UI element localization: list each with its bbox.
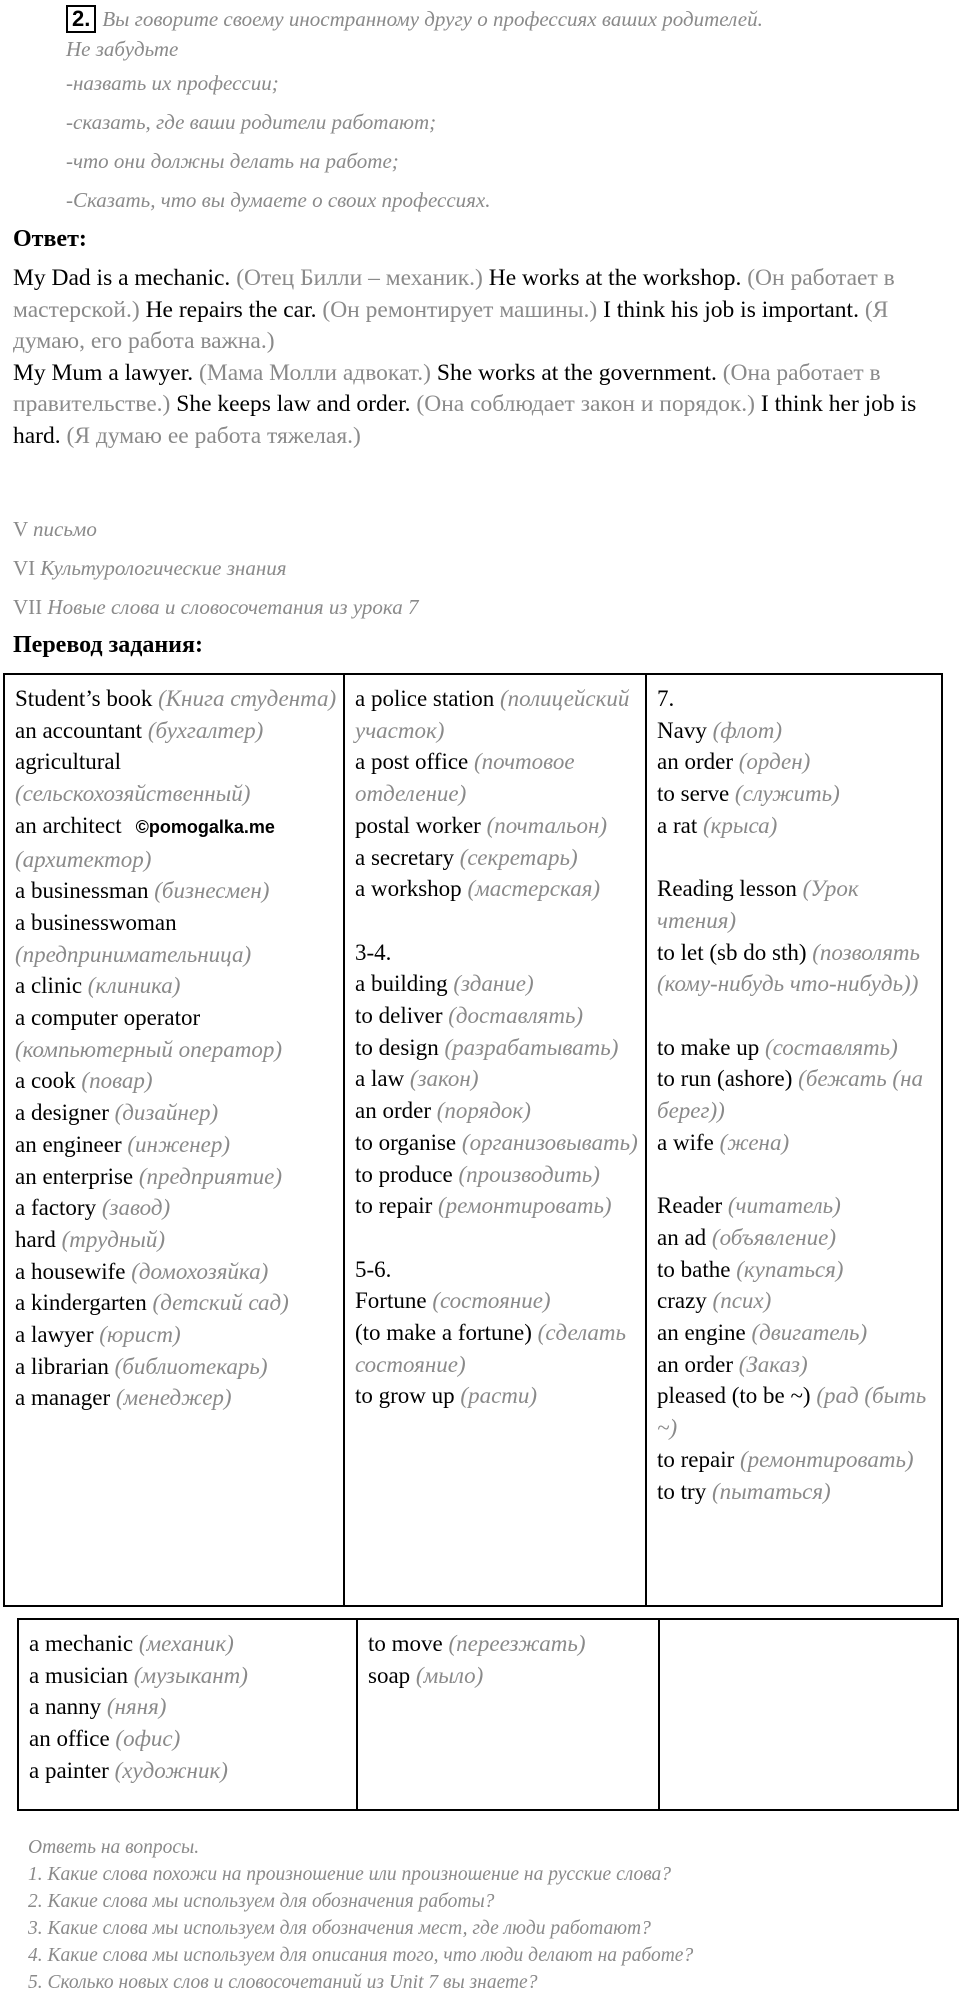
vocab-entry: [29, 1628, 356, 1660]
vocab-translation: (инженер): [127, 1131, 231, 1157]
vocab-column-1: [5, 675, 345, 1605]
section-title: Новые слова и словосочетания из урока 7: [47, 595, 419, 619]
vocab-english: a secretary: [355, 844, 454, 870]
vocab-translation: (доставлять): [448, 1003, 584, 1029]
vocab-translation: (мыло): [415, 1662, 484, 1688]
answer-en: He works at the workshop.: [488, 265, 742, 291]
vocab-column-3: [647, 675, 941, 1605]
vocab-entry: [355, 1063, 645, 1095]
vocab-entry: [657, 1380, 941, 1443]
vocab-english: a post office: [355, 749, 469, 775]
vocab-translation: (пытаться): [711, 1478, 831, 1504]
vocab-entry: [657, 715, 941, 747]
vocab-translation: (сельскохозяйственный): [15, 781, 251, 807]
vocab-translation: (орден): [738, 749, 811, 775]
vocab-translation: (Урок чтения): [657, 876, 859, 933]
vocab-entry: [657, 1190, 941, 1222]
vocab-english: hard: [15, 1226, 56, 1252]
vocab-spacer: [657, 842, 941, 874]
vocab-spacer: [657, 1159, 941, 1191]
vocab-translation: (почтальон): [486, 812, 608, 838]
vocab-english: a building: [355, 971, 448, 997]
vocab-english: Fortune: [355, 1288, 427, 1314]
answer-en: My Dad is a mechanic.: [13, 265, 231, 291]
vocab-translation: (крыса): [702, 812, 778, 838]
task-number: 2.: [66, 5, 96, 33]
vocab-english: an accountant: [15, 717, 143, 743]
vocab-spacer: [355, 1222, 645, 1254]
section-number: VI: [13, 556, 36, 580]
vocab-entry: [355, 1159, 645, 1191]
vocab-translation: (музыкант): [133, 1662, 248, 1688]
vocab-english: to repair: [355, 1193, 433, 1219]
vocab-entry: [657, 746, 941, 778]
vocab-translation: (переезжать): [448, 1631, 586, 1656]
vocab-entry: [657, 1476, 941, 1508]
vocabulary-table-1: [3, 673, 943, 1607]
vocab-english: soap: [368, 1662, 411, 1688]
vocab-english: agricultural: [15, 749, 122, 775]
vocab-translation: (повар): [81, 1068, 153, 1094]
answer-heading: Ответ:: [13, 226, 87, 252]
questions-title: Ответь на вопросы.: [28, 1837, 200, 1858]
vocab-translation: (менеджер): [115, 1385, 232, 1411]
vocab-english: to bathe: [657, 1256, 731, 1282]
vocab-english: a cook: [15, 1068, 76, 1094]
vocab-entry: [15, 715, 343, 747]
vocab-english: Navy: [657, 717, 707, 743]
vocab-entry: [15, 1351, 343, 1383]
answer-ru: (Мама Молли адвокат.): [199, 359, 431, 386]
vocab-entry: [29, 1755, 356, 1787]
vocab-entry: [657, 1063, 941, 1126]
vocab-translation: (компьютерный оператор): [15, 1036, 283, 1062]
vocab-english: a kindergarten: [15, 1290, 147, 1316]
vocab-entry: [355, 1380, 645, 1412]
answer-ru: (Я думаю ее работа тяжелая.): [66, 422, 361, 449]
answer-en: She keeps law and order.: [176, 391, 411, 417]
vocab-english: to design: [355, 1034, 439, 1060]
vocab-translation: (сделать состояние): [355, 1320, 626, 1377]
question-item: 5. Сколько новых слов и словосочетаний из Unit 7 вы знаете?: [28, 1972, 538, 1993]
vocab-english: an engineer: [15, 1131, 122, 1157]
vocab-entry: [355, 810, 645, 842]
vocab-translation: (домохозяйка): [131, 1258, 269, 1284]
vocab-entry: [355, 746, 645, 809]
question-item: 4. Какие слова мы используем для описания того, что люди делают на работе?: [28, 1945, 694, 1966]
vocab-translation: (юрист): [99, 1322, 181, 1348]
vocab-entry: [355, 1127, 645, 1159]
vocab-translation: (полицейский участок): [355, 686, 630, 743]
vocab-entry: [355, 873, 645, 905]
vocab-translation: (двигатель): [751, 1320, 868, 1346]
vocab-translation: (флот): [712, 717, 783, 743]
vocab-entry: [355, 842, 645, 874]
task-point: -что они должны делать на работе;: [66, 149, 399, 173]
vocab-entry: [15, 810, 343, 875]
vocab-entry: [15, 970, 343, 1002]
vocab-english: to run (ashore): [657, 1066, 793, 1092]
vocab-english: a musician: [29, 1662, 128, 1688]
vocab-translation: (ремонтировать): [740, 1446, 914, 1472]
task-point: -Сказать, что вы думаете о своих профессиях.: [66, 188, 491, 212]
vocab-english: to move: [368, 1631, 443, 1656]
questions-block: [28, 1834, 693, 1996]
vocab-translation: (состояние): [432, 1288, 551, 1314]
vocab-entry: [355, 683, 645, 746]
vocab-entry: [15, 1065, 343, 1097]
vocab-english: a housewife: [15, 1258, 126, 1284]
vocab-entry: [657, 873, 941, 936]
vocab-entry: [355, 1285, 645, 1317]
vocab-english: a computer operator: [15, 1005, 201, 1031]
task-block: [66, 4, 926, 220]
vocab-entry: [15, 746, 343, 809]
vocab-english: to produce: [355, 1161, 453, 1187]
question-item: 1. Какие слова похожи на произношение или произношение на русские слова?: [28, 1864, 672, 1885]
vocab-translation: (няня): [106, 1694, 167, 1720]
vocab-entry: [15, 1224, 343, 1256]
vocab-english: an office: [29, 1726, 110, 1752]
vocab-english: an ad: [657, 1224, 707, 1250]
vocab-translation: (Книга студента): [158, 686, 337, 711]
vocab-entry: [657, 1254, 941, 1286]
vocabulary-table-2: [17, 1618, 959, 1811]
vocab-entry: [657, 778, 941, 810]
watermark: ©pomogalka.me: [135, 816, 275, 837]
vocab-translation: (расти): [460, 1383, 538, 1409]
vocab-english: a nanny: [29, 1694, 102, 1720]
vocab-english: a clinic: [15, 973, 83, 999]
vocab-english: a painter: [29, 1757, 109, 1783]
answer-ru: (Я думаю, его работа важна.): [13, 296, 889, 354]
vocab-column-1: [19, 1620, 358, 1809]
vocab-translation: (читатель): [727, 1193, 841, 1219]
question-item: 3. Какие слова мы используем для обозначения мест, где люди работают?: [28, 1918, 651, 1939]
answer-en: I think his job is important.: [603, 296, 859, 323]
vocab-entry: [15, 1256, 343, 1288]
vocab-entry: [15, 683, 343, 715]
vocab-entry: [15, 1319, 343, 1351]
vocab-english: Reading lesson: [657, 876, 797, 902]
vocab-english: a mechanic: [29, 1631, 134, 1656]
vocab-entry: [355, 1190, 645, 1222]
vocab-translation: (офис): [115, 1726, 181, 1752]
vocab-translation: (здание): [453, 971, 534, 997]
vocab-english: 7.: [657, 686, 675, 711]
vocab-english: a manager: [15, 1385, 111, 1411]
vocab-entry: [657, 937, 941, 1000]
vocab-translation: (рад (быть ~): [657, 1383, 927, 1441]
vocab-english: a librarian: [15, 1353, 109, 1379]
answer-text: [13, 263, 938, 452]
vocab-translation: (секретарь): [459, 844, 578, 870]
vocab-translation: (жена): [719, 1129, 790, 1155]
vocab-english: an order: [355, 1098, 431, 1124]
vocab-english: (to make a fortune): [355, 1320, 532, 1346]
vocab-english: to let (sb do sth): [657, 939, 807, 965]
vocab-english: 3-4.: [355, 939, 392, 965]
vocab-english: a factory: [15, 1195, 97, 1221]
vocab-english: pleased (to be ~): [657, 1383, 811, 1409]
vocab-english: to repair: [657, 1446, 735, 1472]
vocab-english: a lawyer: [15, 1322, 94, 1348]
vocab-translation: (разрабатывать): [444, 1034, 619, 1060]
vocab-entry: [355, 1254, 645, 1286]
vocab-translation: (служить): [734, 781, 840, 807]
vocab-translation: (позволять (кому-нибудь что-нибудь)): [657, 939, 920, 997]
vocab-english: postal worker: [355, 812, 481, 838]
vocab-spacer: [355, 905, 645, 937]
vocab-column-2: [345, 675, 647, 1605]
vocab-entry: [355, 1317, 645, 1380]
vocab-entry: [657, 1317, 941, 1349]
vocab-translation: (художник): [114, 1757, 228, 1783]
vocab-english: a workshop: [355, 876, 462, 902]
vocab-english: crazy: [657, 1288, 707, 1314]
answer-paragraph-mum: [13, 358, 938, 453]
vocab-english: an order: [657, 749, 733, 775]
vocab-translation: (ремонтировать): [438, 1193, 612, 1219]
task-intro: Вы говорите своему иностранному другу о профессиях ваших родителей.: [102, 7, 763, 31]
vocab-column-2: [358, 1620, 660, 1809]
section-item: [13, 510, 418, 549]
vocab-entry: [368, 1660, 658, 1692]
vocab-translation: (мастерская): [467, 876, 601, 902]
answer-en: He repairs the car.: [145, 296, 317, 323]
vocab-entry: [29, 1691, 356, 1723]
vocab-translation: (дизайнер): [114, 1100, 219, 1126]
vocab-translation: (предпринимательница): [15, 941, 252, 967]
vocab-translation: (архитектор): [15, 846, 152, 872]
vocab-entry: [355, 1095, 645, 1127]
task-intro-2: Не забудьте: [66, 37, 179, 61]
vocab-entry: [15, 1161, 343, 1193]
vocab-entry: [15, 1382, 343, 1414]
vocab-entry: [15, 907, 343, 970]
vocab-entry: [15, 1129, 343, 1161]
vocab-translation: (почтовое отделение): [355, 749, 575, 807]
section-item: [13, 549, 418, 588]
vocab-column-3: [660, 1620, 957, 1809]
vocab-english: to serve: [657, 781, 730, 807]
vocab-entry: [657, 810, 941, 842]
vocab-english: an order: [657, 1351, 733, 1377]
question-item: 2. Какие слова мы используем для обозначения работы?: [28, 1891, 495, 1912]
vocab-entry: [355, 1032, 645, 1064]
section-list: [13, 510, 418, 627]
vocab-english: Student’s book: [15, 686, 153, 711]
vocab-entry: [657, 1349, 941, 1381]
vocab-entry: [368, 1628, 658, 1660]
vocab-translation: (завод): [101, 1195, 171, 1221]
vocab-entry: [657, 683, 941, 715]
vocab-entry: [657, 1127, 941, 1159]
answer-ru: (Отец Билли – механик.): [236, 265, 483, 291]
vocab-translation: (Заказ): [738, 1351, 808, 1377]
vocab-english: a wife: [657, 1129, 714, 1155]
vocab-english: to organise: [355, 1129, 457, 1155]
vocab-entry: [355, 1000, 645, 1032]
vocab-entry: [657, 1285, 941, 1317]
vocab-translation: (производить): [458, 1161, 600, 1187]
vocab-english: to make up: [657, 1034, 760, 1060]
vocab-translation: (псих): [712, 1288, 772, 1314]
vocab-entry: [15, 1192, 343, 1224]
section-title: Культурологические знания: [40, 556, 287, 580]
vocab-translation: (купаться): [736, 1256, 844, 1282]
vocab-translation: (объявление): [711, 1224, 836, 1250]
vocab-english: Reader: [657, 1193, 723, 1219]
vocab-entry: [15, 1097, 343, 1129]
vocab-entry: [15, 875, 343, 907]
vocab-entry: [15, 1002, 343, 1065]
section-number: VII: [13, 595, 43, 619]
vocab-english: a designer: [15, 1100, 109, 1126]
vocab-english: a businesswoman: [15, 909, 177, 935]
answer-ru: (Он ремонтирует машины.): [322, 296, 598, 323]
vocab-translation: (библиотекарь): [114, 1353, 268, 1379]
section-title: письмо: [33, 517, 97, 541]
vocab-entry: [355, 937, 645, 969]
translation-heading: Перевод задания:: [13, 632, 203, 658]
answer-ru: (Он работает в мастерской.): [13, 265, 895, 323]
vocab-translation: (организовывать): [461, 1129, 638, 1155]
vocab-english: an architect: [15, 812, 122, 838]
vocab-english: an engine: [657, 1320, 746, 1346]
vocab-entry: [657, 1444, 941, 1476]
vocab-translation: (детский сад): [152, 1290, 289, 1316]
vocab-translation: (клиника): [87, 973, 181, 999]
answer-en: My Mum a lawyer.: [13, 359, 194, 386]
vocab-english: to grow up: [355, 1383, 455, 1409]
vocab-translation: (закон): [409, 1066, 479, 1092]
vocab-entry: [657, 1032, 941, 1064]
vocab-english: 5-6.: [355, 1256, 392, 1282]
vocab-english: an enterprise: [15, 1163, 134, 1189]
vocab-entry: [29, 1723, 356, 1755]
section-number: V: [13, 517, 28, 541]
vocab-english: to try: [657, 1478, 707, 1504]
answer-paragraph-dad: [13, 263, 938, 358]
vocab-entry: [657, 1222, 941, 1254]
vocab-entry: [15, 1287, 343, 1319]
vocab-spacer: [657, 1000, 941, 1032]
vocab-translation: (бухгалтер): [147, 717, 264, 743]
answer-en: I think her job is hard.: [13, 391, 917, 449]
vocab-english: a law: [355, 1066, 405, 1092]
answer-ru: (Она соблюдает закон и порядок.): [416, 391, 755, 417]
vocab-english: to deliver: [355, 1003, 443, 1029]
vocab-translation: (порядок): [436, 1098, 531, 1124]
vocab-entry: [29, 1660, 356, 1692]
task-point: -назвать их профессии;: [66, 71, 279, 95]
vocab-translation: (бежать (на берег)): [657, 1066, 924, 1124]
vocab-translation: (трудный): [61, 1226, 166, 1252]
vocab-english: a rat: [657, 812, 698, 838]
vocab-english: a police station: [355, 686, 495, 711]
vocab-translation: (бизнесмен): [154, 878, 270, 904]
section-item: [13, 588, 418, 627]
answer-en: She works at the government.: [436, 359, 717, 386]
task-point: -сказать, где ваши родители работают;: [66, 110, 437, 134]
answer-ru: (Она работает в правительстве.): [13, 359, 881, 417]
vocab-translation: (составлять): [764, 1034, 898, 1060]
vocab-translation: (механик): [138, 1631, 234, 1656]
vocab-entry: [355, 968, 645, 1000]
vocab-translation: (предприятие): [138, 1163, 282, 1189]
vocab-english: a businessman: [15, 878, 149, 904]
